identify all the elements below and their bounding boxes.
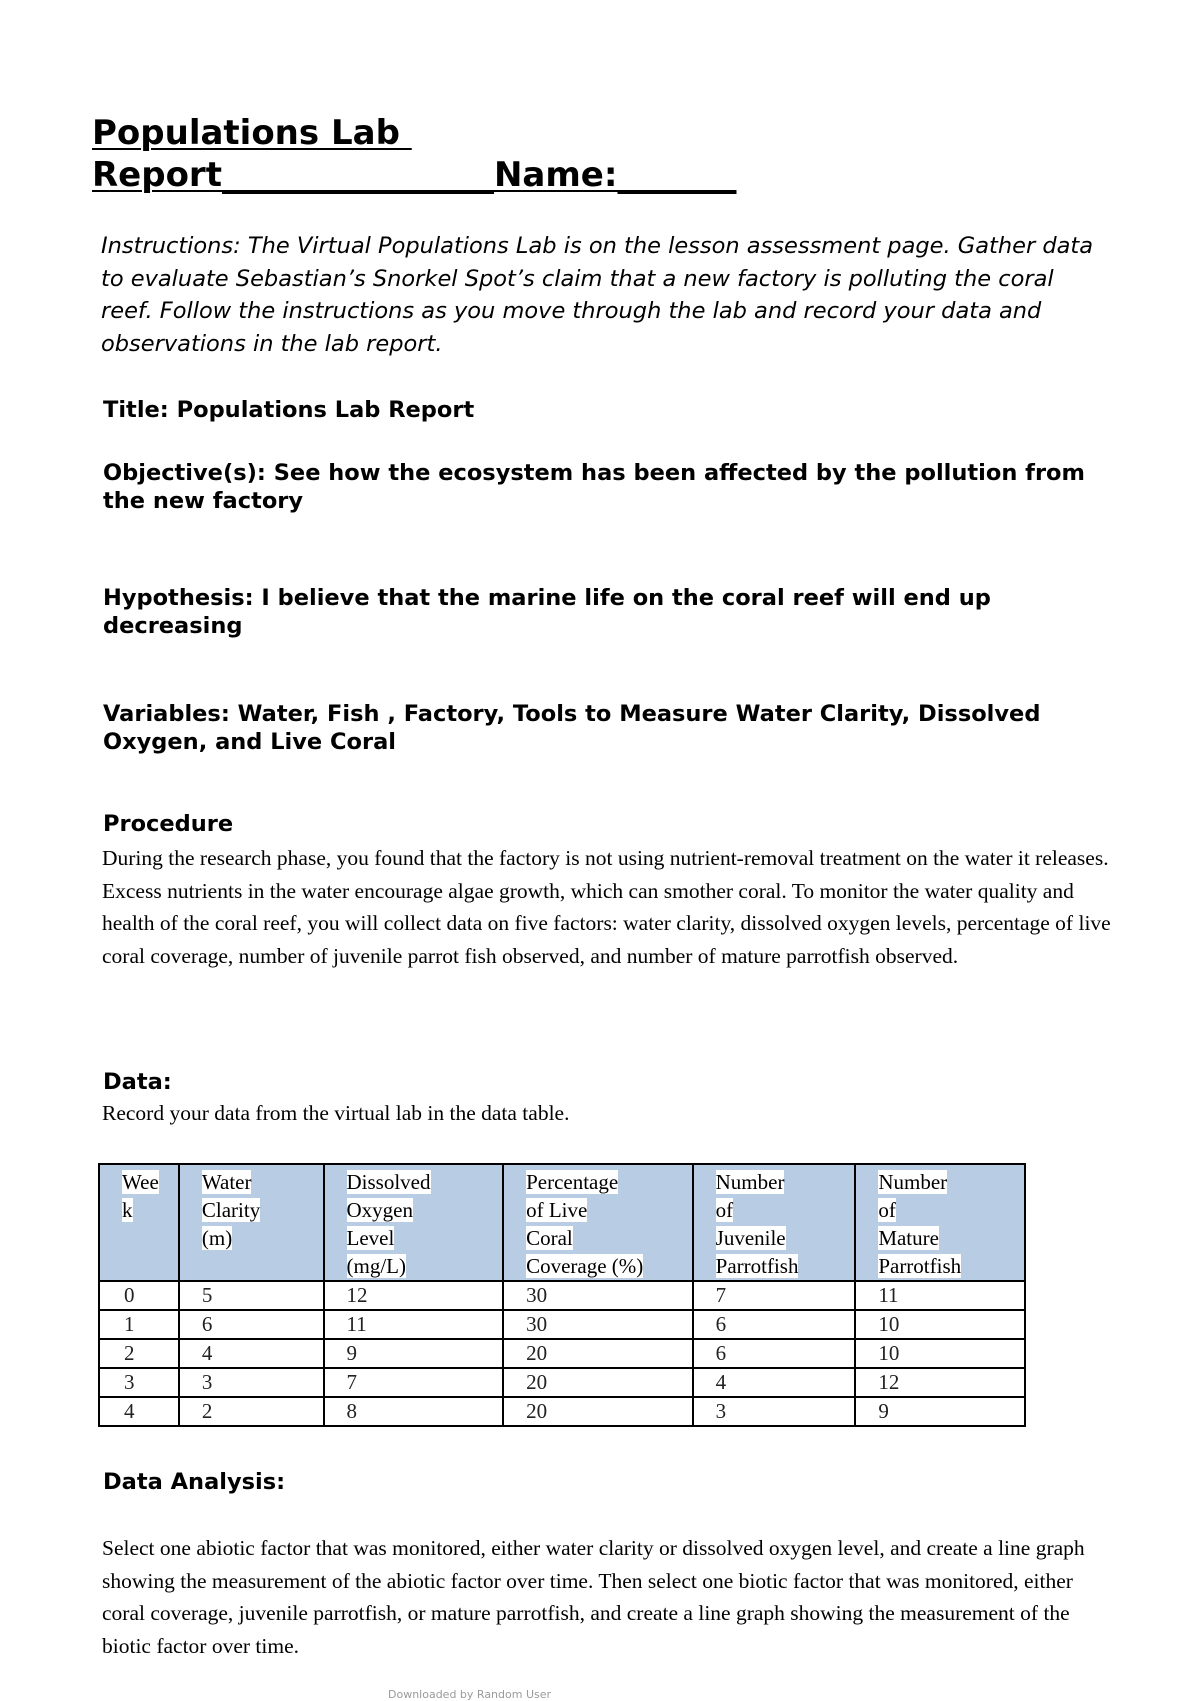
cell-water-clarity: 2 — [179, 1397, 324, 1426]
table-row — [99, 1310, 1025, 1339]
header-juvenile-parrotfish: Number of Juvenile Parrotfish — [693, 1164, 856, 1281]
cell-week: 3 — [99, 1368, 179, 1397]
cell-mature-parrotfish: 12 — [855, 1368, 1025, 1397]
cell-water-clarity: 6 — [179, 1310, 324, 1339]
page-title — [92, 112, 736, 196]
cell-juvenile-parrotfish: 4 — [693, 1368, 856, 1397]
analysis-text: Select one abiotic factor that was monitored, either water clarity or dissolved oxygen level, and create a line graph showing the measurement of the abiotic factor over time. Then select one biotic factor that was monitored, either coral coverage, juvenile parrotfish, or mature parrotfish, and create a line graph showing the measurement of the biotic factor over time. — [102, 1536, 1085, 1658]
header-coral-coverage: Percentage of Live Coral Coverage (%) — [503, 1164, 693, 1281]
procedure-text: During the research phase, you found that the factory is not using nutrient-removal treatment on the water it releases. Excess nutrients in the water encourage algae growth, which can smother coral. To monitor the water quality and health of the coral reef, you will collect data on five factors: water clarity, dissolved oxygen levels, percentage of live coral coverage, number of juvenile parrot fish observed, and number of mature parrotfish observed. — [102, 846, 1111, 968]
instructions-text: Instructions: The Virtual Populations Lab is on the lesson assessment page. Gather data to evaluate Sebastian’s Snorkel Spot’s claim that a new factory is polluting the coral reef. Follow the instructions as you move through the lab and record your data and observations in the lab report. — [101, 233, 1094, 357]
table-row — [99, 1281, 1025, 1310]
cell-coral-coverage: 20 — [503, 1368, 693, 1397]
cell-mature-parrotfish: 11 — [855, 1281, 1025, 1310]
table-row — [99, 1368, 1025, 1397]
cell-coral-coverage: 20 — [503, 1397, 693, 1426]
cell-coral-coverage: 20 — [503, 1339, 693, 1368]
title-line-1: Populations Lab — [92, 113, 412, 153]
header-water-clarity: Water Clarity (m) — [179, 1164, 324, 1281]
cell-juvenile-parrotfish: 7 — [693, 1281, 856, 1310]
title-line-2: Report________________Name:_______ — [92, 155, 737, 195]
cell-dissolved-oxygen: 11 — [324, 1310, 504, 1339]
cell-mature-parrotfish: 10 — [855, 1310, 1025, 1339]
table-row — [99, 1339, 1025, 1368]
table-header-row — [99, 1164, 1025, 1281]
cell-water-clarity: 5 — [179, 1281, 324, 1310]
hypothesis-text: Hypothesis: I believe that the marine life on the coral reef will end up decreasing — [103, 585, 991, 639]
table-row — [99, 1397, 1025, 1426]
data-instructions: Record your data from the virtual lab in the data table. — [102, 1101, 570, 1125]
cell-week: 0 — [99, 1281, 179, 1310]
cell-juvenile-parrotfish: 6 — [693, 1339, 856, 1368]
cell-week: 4 — [99, 1397, 179, 1426]
cell-dissolved-oxygen: 7 — [324, 1368, 504, 1397]
cell-mature-parrotfish: 9 — [855, 1397, 1025, 1426]
cell-juvenile-parrotfish: 6 — [693, 1310, 856, 1339]
cell-week: 2 — [99, 1339, 179, 1368]
cell-water-clarity: 3 — [179, 1368, 324, 1397]
cell-week: 1 — [99, 1310, 179, 1339]
cell-water-clarity: 4 — [179, 1339, 324, 1368]
cell-dissolved-oxygen: 12 — [324, 1281, 504, 1310]
cell-mature-parrotfish: 10 — [855, 1339, 1025, 1368]
data-heading: Data: — [103, 1069, 172, 1095]
cell-coral-coverage: 30 — [503, 1310, 693, 1339]
title-field: Title: Populations Lab Report — [103, 397, 475, 423]
header-dissolved-oxygen: Dissolved Oxygen Level (mg/L) — [324, 1164, 504, 1281]
analysis-heading: Data Analysis: — [103, 1469, 286, 1495]
cell-coral-coverage: 30 — [503, 1281, 693, 1310]
header-mature-parrotfish: Number of Mature Parrotfish — [855, 1164, 1025, 1281]
variables-text: Variables: Water, Fish , Factory, Tools to Measure Water Clarity, Dissolved Oxygen, and Live Coral — [103, 701, 1041, 755]
objective-text: Objective(s): See how the ecosystem has been affected by the pollution from the new factory — [103, 460, 1085, 514]
cell-dissolved-oxygen: 8 — [324, 1397, 504, 1426]
procedure-heading: Procedure — [103, 811, 234, 837]
download-footer: Downloaded by Random User — [388, 1688, 552, 1701]
data-table — [98, 1163, 1026, 1427]
header-week: Wee k — [99, 1164, 179, 1281]
cell-juvenile-parrotfish: 3 — [693, 1397, 856, 1426]
cell-dissolved-oxygen: 9 — [324, 1339, 504, 1368]
